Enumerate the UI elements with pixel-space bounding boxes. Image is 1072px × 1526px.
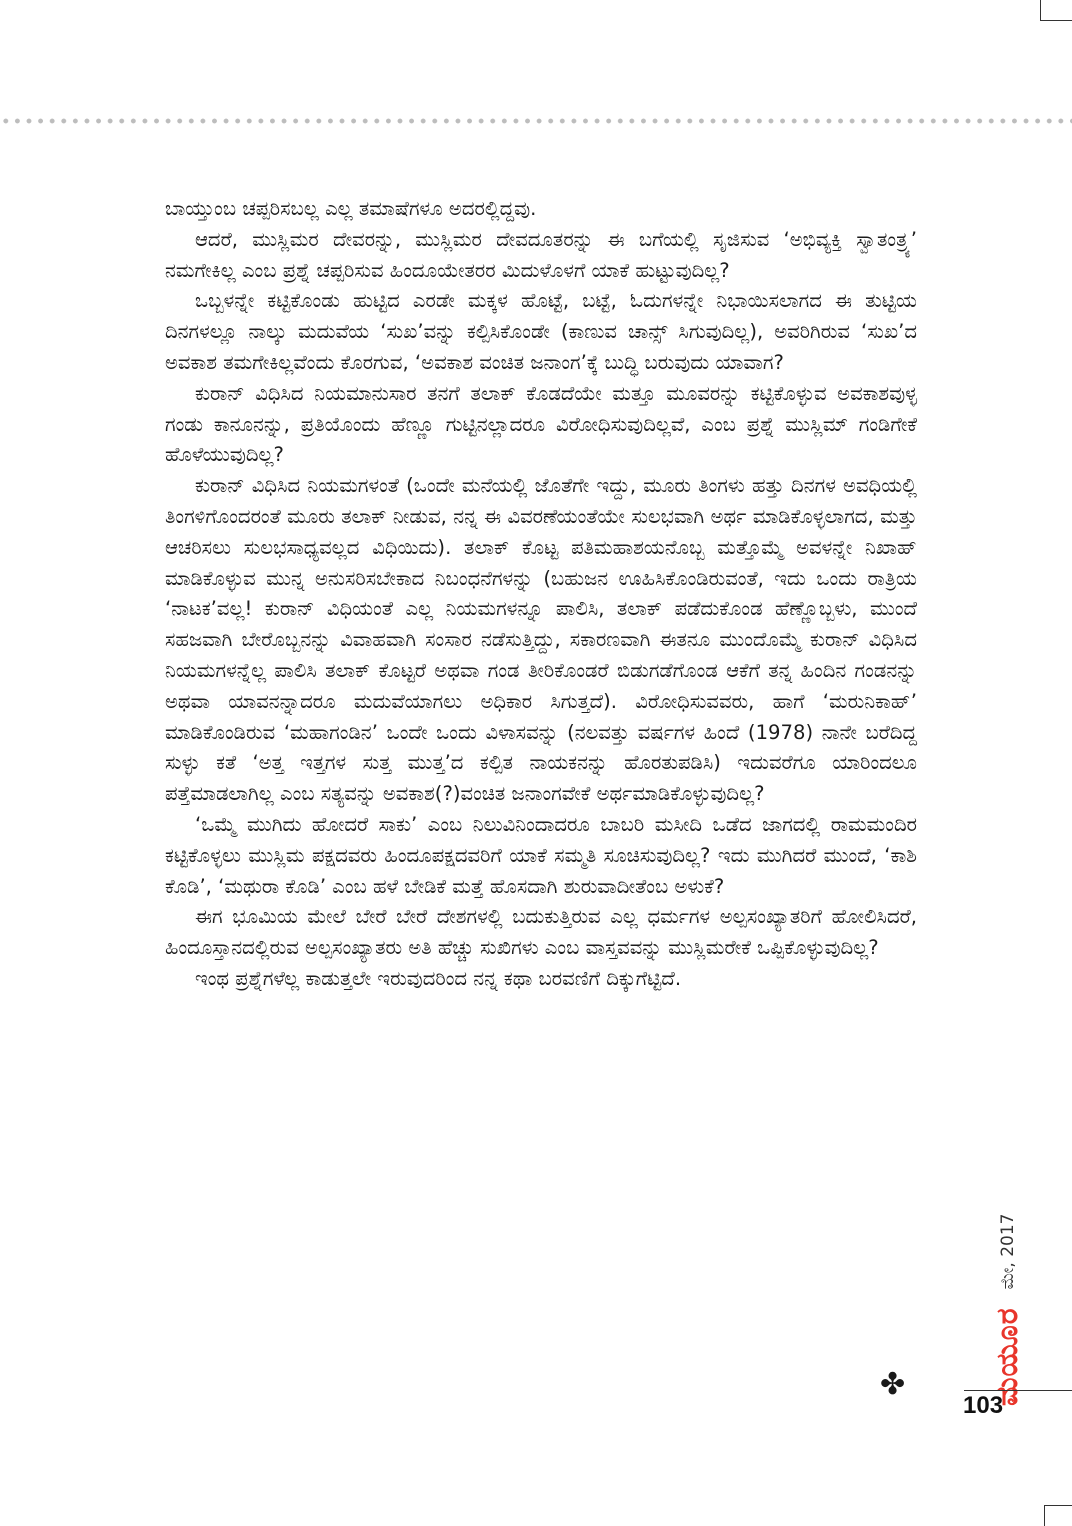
paragraph: ‘ಒಮ್ಮೆ ಮುಗಿದು ಹೋದರೆ ಸಾಕು’ ಎಂಬ ನಿಲುವಿನಿಂದಾದರೂ ಬಾಬರಿ ಮಸೀದಿ ಒಡೆದ ಜಾಗದಲ್ಲಿ ರಾಮಮಂದಿರ ಕಟ್ಟಿಕೊಳ್ಳಲು ಮುಸ್ಲಿಮ ಪಕ್ಷದವರು ಹಿಂದೂಪಕ್ಷದವರಿಗೆ ಯಾಕೆ ಸಮ್ಮತಿ ಸೂಚಿಸುವುದಿಲ್ಲ? ಇದು ಮುಗಿದರೆ ಮುಂದೆ, ‘ಕಾಶಿ ಕೊಡಿ’, ‘ಮಥುರಾ ಕೊಡಿ’ ಎಂಬ ಹಳೆ ಬೇಡಿಕೆ ಮತ್ತೆ ಹೊಸದಾಗಿ ಶುರುವಾದೀತೆಂಬ ಅಳುಕೆ? [165, 812, 917, 898]
end-ornament-icon: ✤ [880, 1367, 906, 1402]
paragraph: ಈಗ ಭೂಮಿಯ ಮೇಲೆ ಬೇರೆ ಬೇರೆ ದೇಶಗಳಲ್ಲಿ ಬದುಕುತ್ತಿರುವ ಎಲ್ಲ ಧರ್ಮಗಳ ಅಲ್ಪಸಂಖ್ಯಾತರಿಗೆ ಹೋಲಿಸಿದರೆ, ಹಿಂದೂಸ್ತಾನದಲ್ಲಿರುವ ಅಲ್ಪಸಂಖ್ಯಾತರು ಅತಿ ಹೆಚ್ಚು ಸುಖಿಗಳು ಎಂಬ ವಾಸ್ತವವನ್ನು ಮುಸ್ಲಿಮರೇಕೆ ಒಪ್ಪಿಕೊಳ್ಳುವುದಿಲ್ಲ? [165, 905, 917, 960]
issue-date: ಮೇ, 2017 [997, 1213, 1018, 1290]
page-number-rule [964, 1390, 1072, 1391]
crop-mark-bottom-right [1044, 1505, 1072, 1526]
crop-mark-top-right [1040, 0, 1072, 21]
dotted-divider [0, 118, 1072, 124]
paragraph: ಒಬ್ಬಳನ್ನೇ ಕಟ್ಟಿಕೊಂಡು ಹುಟ್ಟಿದ ಎರಡೇ ಮಕ್ಕಳ ಹೊಟ್ಟೆ, ಬಟ್ಟೆ, ಓದುಗಳನ್ನೇ ನಿಭಾಯಿಸಲಾಗದ ಈ ತುಟ್ಟಿಯ ದಿನಗಳಲ್ಲೂ ನಾಲ್ಕು ಮದುವೆಯ ‘ಸುಖ’ವನ್ನು ಕಲ್ಪಿಸಿಕೊಂಡೇ (ಕಾಣುವ ಚಾನ್ಸ್ ಸಿಗುವುದಿಲ್ಲ), ಅವರಿಗಿರುವ ‘ಸುಖ’ದ ಅವಕಾಶ ತಮಗೇಕಿಲ್ಲವೆಂದು ಕೊರಗುವ, ‘ಅವಕಾಶ ವಂಚಿತ ಜನಾಂಗ’ಕ್ಕೆ ಬುದ್ಧಿ ಬರುವುದು ಯಾವಾಗ? [165, 289, 917, 374]
paragraph: ಆದರೆ, ಮುಸ್ಲಿಮರ ದೇವರನ್ನು, ಮುಸ್ಲಿಮರ ದೇವದೂತರನ್ನು ಈ ಬಗೆಯಲ್ಲಿ ಸೃಜಿಸುವ ‘ಅಭಿವ್ಯಕ್ತಿ ಸ್ವಾತಂತ್ರ್ಯ’ ನಮಗೇಕಿಲ್ಲ ಎಂಬ ಪ್ರಶ್ನೆ ಚಪ್ಪರಿಸುವ ಹಿಂದೂಯೇತರರ ಮಿದುಳೊಳಗೆ ಯಾಕೆ ಹುಟ್ಟುವುದಿಲ್ಲ? [165, 227, 917, 282]
paragraph: ಕುರಾನ್ ವಿಧಿಸಿದ ನಿಯಮಾನುಸಾರ ತನಗೆ ತಲಾಕ್ ಕೊಡದೆಯೇ ಮತ್ತೂ ಮೂವರನ್ನು ಕಟ್ಟಿಕೊಳ್ಳುವ ಅವಕಾಶವುಳ್ಳ ಗಂಡು ಕಾನೂನನ್ನು, ಪ್ರತಿಯೊಂದು ಹೆಣ್ಣೂ ಗುಟ್ಟಿನಲ್ಲಾದರೂ ವಿರೋಧಿಸುವುದಿಲ್ಲವೆ, ಎಂಬ ಪ್ರಶ್ನೆ ಮುಸ್ಲಿಮ್ ಗಂಡಿಗೇಕೆ ಹೊಳೆಯುವುದಿಲ್ಲ? [165, 381, 917, 467]
footer-masthead [990, 1214, 1025, 1407]
page-number: 103 [963, 1392, 1004, 1419]
paragraph: ಬಾಯ್ತುಂಬ ಚಪ್ಪರಿಸಬಲ್ಲ ಎಲ್ಲ ತಮಾಷೆಗಳೂ ಅದರಲ್ಲಿದ್ದವು. [165, 197, 537, 220]
paragraph: ಇಂಥ ಪ್ರಶ್ನೆಗಳೆಲ್ಲ ಕಾಡುತ್ತಲೇ ಇರುವುದರಿಂದ ನನ್ನ ಕಥಾ ಬರವಣಿಗೆ ದಿಕ್ಕುಗೆಟ್ಟಿದೆ. [195, 966, 682, 990]
paragraph: ಕುರಾನ್ ವಿಧಿಸಿದ ನಿಯಮಗಳಂತೆ (ಒಂದೇ ಮನೆಯಲ್ಲಿ ಜೊತೆಗೇ ಇದ್ದು, ಮೂರು ತಿಂಗಳು ಹತ್ತು ದಿನಗಳ ಅವಧಿಯಲ್ಲಿ ತಿಂಗಳಿಗೊಂದರಂತೆ ಮೂರು ತಲಾಕ್ ನೀಡುವ, ನನ್ನ ಈ ವಿವರಣೆಯಂತೆಯೇ ಸುಲಭವಾಗಿ ಅರ್ಥ ಮಾಡಿಕೊಳ್ಳಲಾಗದ, ಮತ್ತು ಆಚರಿಸಲು ಸುಲಭಸಾಧ್ಯವಲ್ಲದ ವಿಧಿಯಿದು). ತಲಾಕ್ ಕೊಟ್ಟ ಪತಿಮಹಾಶಯನೊಬ್ಬ ಮತ್ತೊಮ್ಮೆ ಅವಳನ್ನೇ ನಿಖಾಹ್ ಮಾಡಿಕೊಳ್ಳುವ ಮುನ್ನ ಅನುಸರಿಸಬೇಕಾದ ನಿಬಂಧನೆಗಳನ್ನು (ಬಹುಜನ ಊಹಿಸಿಕೊಂಡಿರುವಂತೆ, ಇದು ಒಂದು ರಾತ್ರಿಯ ‘ನಾಟಕ’ವಲ್ಲ! ಕುರಾನ್ ವಿಧಿಯಂತೆ ಎಲ್ಲ ನಿಯಮಗಳನ್ನೂ ಪಾಲಿಸಿ, ತಲಾಕ್ ಪಡೆದುಕೊಂಡ ಹೆಣ್ಣೊಬ್ಬಳು, ಮುಂದೆ ಸಹಜವಾಗಿ ಬೇರೊಬ್ಬನನ್ನು ವಿವಾಹವಾಗಿ ಸಂಸಾರ ನಡೆಸುತ್ತಿದ್ದು, ಸಕಾರಣವಾಗಿ ಈತನೂ ಮುಂದೊಮ್ಮೆ ಕುರಾನ್ ವಿಧಿಸಿದ ನಿಯಮಗಳನ್ನೆಲ್ಲ ಪಾಲಿಸಿ ತಲಾಕ್ ಕೊಟ್ಟರೆ ಅಥವಾ ಗಂಡ ತೀರಿಕೊಂಡರೆ ಬಿಡುಗಡೆಗೊಂಡ ಆಕೆಗೆ ತನ್ನ ಹಿಂದಿನ ಗಂಡನನ್ನು ಅಥವಾ ಯಾವನನ್ನಾದರೂ ಮದುವೆಯಾಗಲು ಅಧಿಕಾರ ಸಿಗುತ್ತದೆ). ವಿರೋಧಿಸುವವರು, ಹಾಗೆ ‘ಮರುನಿಕಾಹ್’ ಮಾಡಿಕೊಂಡಿರುವ ‘ಮಹಾಗಂಡಿನ’ ಒಂದೇ ಒಂದು ವಿಳಾಸವನ್ನು (ನಲವತ್ತು ವರ್ಷಗಳ ಹಿಂದೆ (1978) ನಾನೇ ಬರೆದಿದ್ದ ಸುಳ್ಳು ಕತೆ ‘ಅತ್ತ ಇತ್ತಗಳ ಸುತ್ತ ಮುತ್ತ’ದ ಕಲ್ಪಿತ ನಾಯಕನನ್ನು ಹೊರತುಪಡಿಸಿ) ಇದುವರೆಗೂ ಯಾರಿಂದಲೂ ಪತ್ತೆಮಾಡಲಾಗಿಲ್ಲ ಎಂಬ ಸತ್ಯವನ್ನು ಅವಕಾಶ(?)ವಂಚಿತ ಜನಾಂಗವೇಕೆ ಅರ್ಥಮಾಡಿಕೊಳ್ಳುವುದಿಲ್ಲ? [165, 474, 917, 806]
article-body [165, 194, 917, 995]
magazine-logo: ಮಯೂರ [990, 1307, 1025, 1406]
